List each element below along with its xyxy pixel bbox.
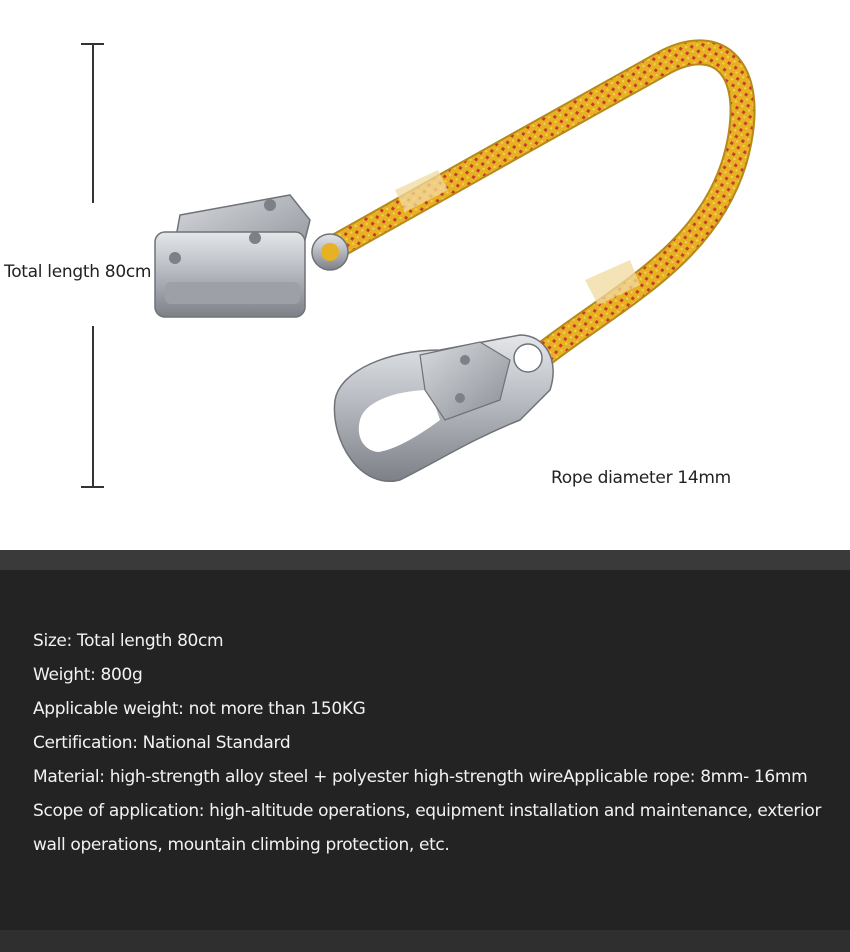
spec-list [33, 624, 848, 862]
rope-diameter-label: Rope diameter 14mm [551, 468, 731, 488]
spec-material: Material: high-strength alloy steel + polyester high-strength wireApplicable rope: 8mm- 16mm [33, 767, 808, 787]
spec-weight: Weight: 800g [33, 665, 143, 685]
spec-certification: Certification: National Standard [33, 733, 291, 753]
panel-top-band [0, 550, 850, 570]
snap-hook [334, 335, 553, 481]
rope-grab [155, 195, 348, 317]
panel-bottom-band [0, 930, 850, 952]
spec-scope-of-application: Scope of application: high-altitude operations, equipment installation and maintenance, exterior wall operations, mountain climbing protection, etc. [33, 801, 822, 855]
spec-applicable-weight: Applicable weight: not more than 150KG [33, 699, 366, 719]
total-length-label: Total length 80cm [4, 262, 152, 282]
specifications-panel [0, 550, 850, 952]
spec-size: Size: Total length 80cm [33, 631, 224, 651]
